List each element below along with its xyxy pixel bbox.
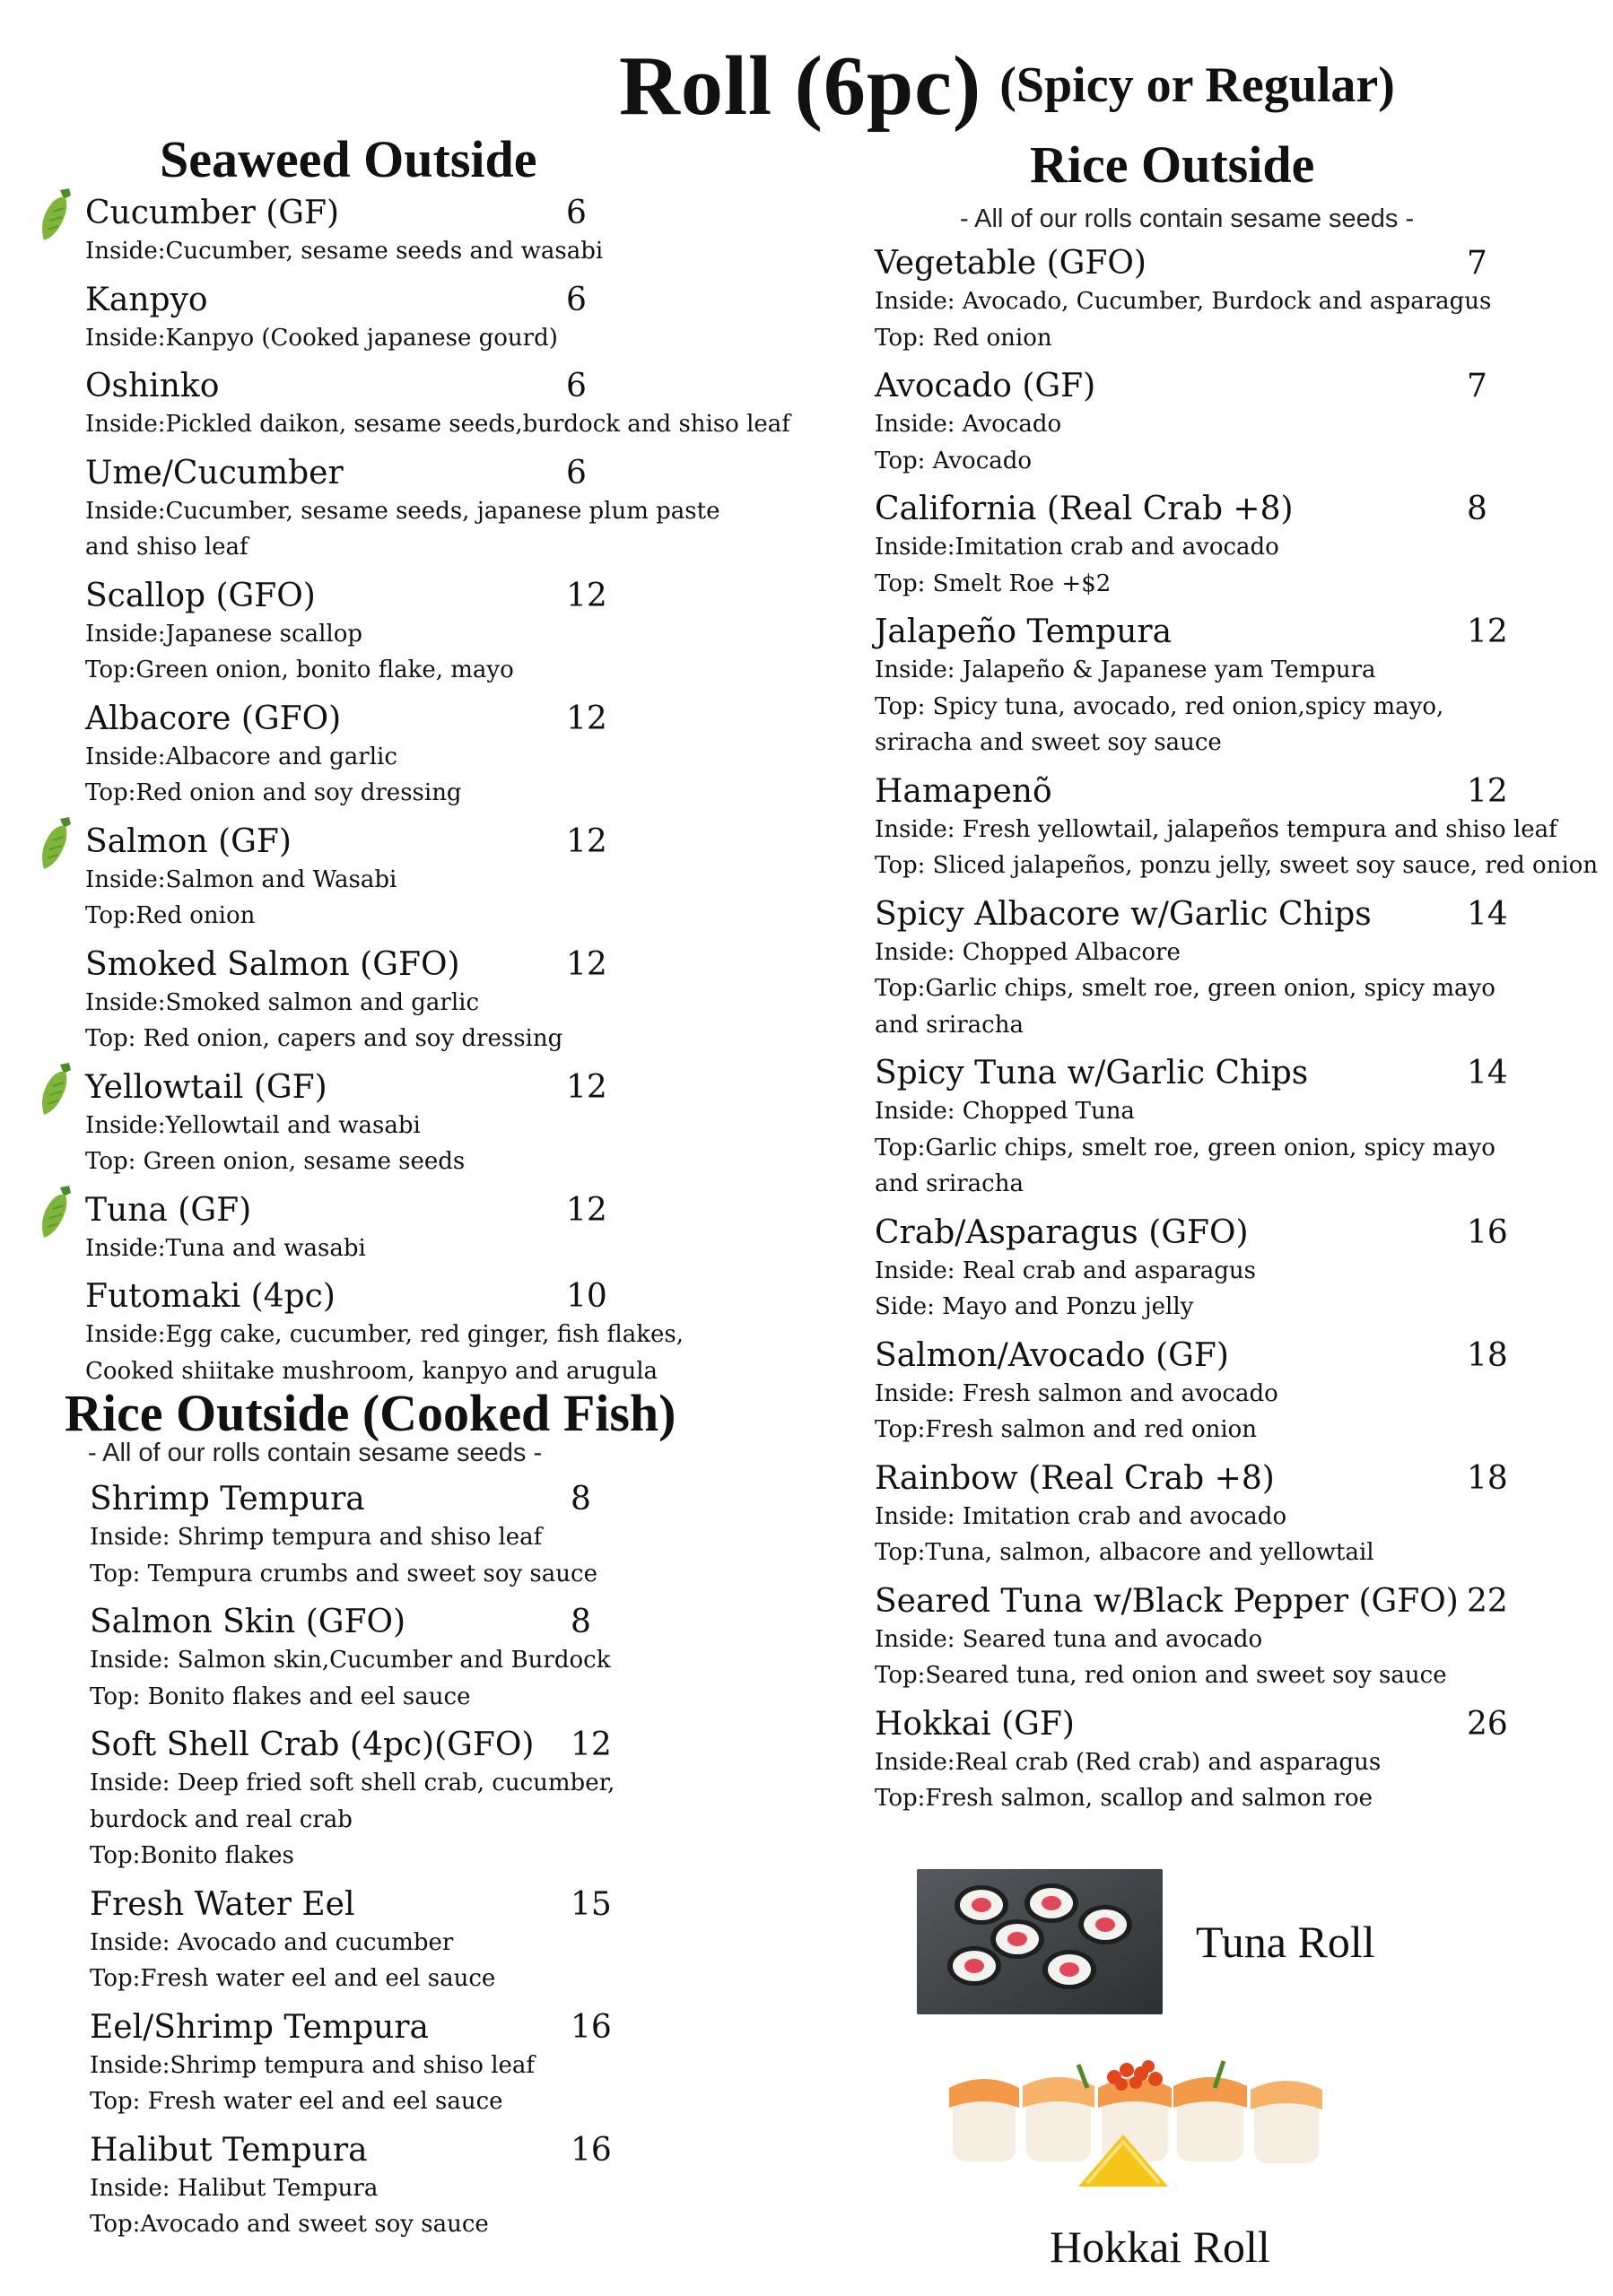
- menu-item-name: Halibut Tempura: [90, 2131, 368, 2169]
- page-title: [619, 38, 1395, 135]
- page-title-sub: (Spicy or Regular): [999, 57, 1395, 113]
- menu-item-header: [875, 367, 1592, 406]
- menu-item-description: Inside:Salmon and Wasabi: [85, 865, 397, 893]
- menu-item-price: 16: [571, 2131, 612, 2169]
- menu-item-price: 8: [571, 1604, 591, 1640]
- menu-item-name: Spicy Tuna w/Garlic Chips: [875, 1055, 1309, 1091]
- menu-item-header: [85, 454, 821, 493]
- menu-item-description: Top:Red onion and soy dressing: [85, 779, 462, 806]
- menu-item-header: [85, 945, 821, 985]
- menu-item-description: Top:Fresh salmon and red onion: [875, 1416, 1258, 1443]
- menu-item-name: Scallop (GFO): [85, 577, 316, 614]
- menu-item-price: 14: [1467, 1055, 1508, 1091]
- wasabi-icon: [33, 187, 74, 244]
- menu-item-description: Inside:Cucumber, sesame seeds and wasabi: [85, 238, 604, 265]
- menu-item-header: [90, 1726, 825, 1765]
- menu-item-price: 14: [1467, 895, 1508, 933]
- menu-item: [90, 1885, 825, 1997]
- menu-item-name: Ume/Cucumber: [85, 454, 344, 491]
- menu-item-description: Inside:Yellowtail and wasabi: [85, 1111, 421, 1139]
- menu-item-description: Inside: Fresh yellowtail, jalapeños tempura and shiso leaf: [875, 815, 1557, 843]
- menu-item-description: Cooked shiitake mushroom, kanpyo and arugula: [85, 1357, 658, 1385]
- menu-item-header: [875, 244, 1592, 283]
- menu-item-header: [90, 2008, 825, 2048]
- menu-item-description: Inside:Real crab (Red crab) and asparagus: [875, 1748, 1382, 1776]
- menu-item-description: Inside:Imitation crab and avocado: [875, 534, 1279, 561]
- menu-item: [85, 1068, 821, 1180]
- menu-item-price: 7: [1467, 368, 1487, 404]
- menu-item-description: Top: Red onion: [875, 324, 1052, 352]
- menu-item-header: [85, 1191, 821, 1231]
- wasabi-icon: [33, 1184, 74, 1241]
- menu-item-description: Inside:Egg cake, cucumber, red ginger, fish flakes,: [85, 1321, 684, 1348]
- hokkai-roll-pieces: [949, 2060, 1322, 2187]
- menu-item-description: burdock and real crab: [90, 1805, 353, 1833]
- rice-list: [875, 244, 1599, 1828]
- menu-item-description: and shiso leaf: [85, 534, 248, 561]
- menu-item-description: Inside: Imitation crab and avocado: [875, 1502, 1287, 1530]
- menu-item: [85, 577, 821, 689]
- menu-item-name: Cucumber (GF): [85, 195, 340, 231]
- menu-item-name: Crab/Asparagus (GFO): [875, 1213, 1249, 1251]
- menu-item-name: Kanpyo: [85, 281, 208, 318]
- menu-item-description: Top: Sliced jalapeños, ponzu jelly, sweet soy sauce, red onion: [875, 852, 1599, 879]
- menu-item-description: Inside: Avocado and cucumber: [90, 1928, 454, 1956]
- menu-item-price: 12: [566, 577, 607, 614]
- section-note-cooked: - All of our rolls contain sesame seeds -: [88, 1439, 543, 1467]
- menu-item-description: Inside: Avocado: [875, 411, 1062, 438]
- page-title-main: Roll (6pc): [619, 39, 982, 133]
- menu-item: [90, 1480, 825, 1592]
- menu-item-header: [875, 772, 1592, 812]
- menu-item-description: Top: Bonito flakes and eel sauce: [90, 1683, 471, 1710]
- menu-item: [85, 1191, 821, 1267]
- menu-item-header: [85, 577, 821, 616]
- menu-item-description: Top:Fresh water eel and eel sauce: [90, 1965, 496, 1992]
- menu-item: [875, 490, 1592, 602]
- menu-item-description: Top:Bonito flakes: [90, 1842, 294, 1869]
- menu-item-description: and sriracha: [875, 1170, 1024, 1197]
- menu-item: [875, 1336, 1592, 1448]
- menu-item-description: Inside:Smoked salmon and garlic: [85, 988, 480, 1016]
- menu-item-header: [875, 490, 1592, 529]
- menu-item-description: Inside: Chopped Tuna: [875, 1098, 1135, 1125]
- menu-item-name: Soft Shell Crab (4pc)(GFO): [90, 1726, 535, 1763]
- menu-item-description: Top: Smelt Roe +$2: [875, 570, 1112, 597]
- menu-item-price: 12: [1467, 613, 1508, 650]
- menu-item-description: Top:Garlic chips, smelt roe, green onion, spicy mayo: [875, 975, 1495, 1002]
- menu-item-name: Albacore (GFO): [85, 700, 342, 737]
- menu-item-name: Oshinko: [85, 368, 220, 404]
- menu-item-description: Top:Green onion, bonito flake, mayo: [85, 657, 514, 683]
- menu-item-price: 6: [566, 368, 587, 404]
- menu-item: [90, 1726, 825, 1874]
- menu-item: [875, 367, 1592, 479]
- menu-item-name: Avocado (GF): [875, 368, 1096, 404]
- menu-item-price: 26: [1467, 1705, 1508, 1743]
- menu-item-name: Fresh Water Eel: [90, 1885, 355, 1923]
- menu-item-name: Hamapenõ: [875, 772, 1052, 810]
- menu-item: [90, 2131, 825, 2243]
- menu-item-description: Inside:Albacore and garlic: [85, 743, 397, 770]
- menu-item-header: [90, 1885, 825, 1925]
- menu-item-description: Inside: Shrimp tempura and shiso leaf: [90, 1524, 543, 1551]
- menu-item-price: 12: [566, 700, 607, 737]
- menu-item-header: [90, 1480, 825, 1519]
- menu-item: [875, 244, 1592, 356]
- menu-item-name: Shrimp Tempura: [90, 1481, 365, 1518]
- menu-item-name: Salmon Skin (GFO): [90, 1604, 406, 1640]
- menu-item: [875, 1054, 1592, 1203]
- menu-item-description: and sriracha: [875, 1011, 1024, 1039]
- section-title-rice: Rice Outside: [1030, 135, 1315, 194]
- menu-item-price: 6: [566, 281, 587, 318]
- menu-item: [85, 281, 821, 357]
- menu-item-header: [85, 1277, 821, 1317]
- menu-item: [85, 367, 821, 443]
- menu-item-description: Top:Garlic chips, smelt roe, green onion, spicy mayo: [875, 1134, 1495, 1161]
- menu-item-name: Vegetable (GFO): [875, 245, 1147, 282]
- menu-item-description: Inside: Avocado, Cucumber, Burdock and asparagus: [875, 288, 1492, 315]
- menu-item-name: Futomaki (4pc): [85, 1278, 336, 1315]
- menu-item-price: 12: [1467, 772, 1508, 810]
- menu-item-price: 16: [571, 2008, 612, 2046]
- menu-item-description: Top: Green onion, sesame seeds: [85, 1148, 466, 1175]
- section-title-seaweed: Seaweed Outside: [160, 130, 537, 188]
- menu-item-price: 22: [1467, 1582, 1508, 1620]
- menu-item-name: California (Real Crab +8): [875, 491, 1294, 527]
- menu-item-description: Top: Spicy tuna, avocado, red onion,spicy mayo,: [875, 692, 1444, 720]
- menu-item-description: Inside: Real crab and asparagus: [875, 1257, 1256, 1284]
- menu-item-header: [875, 1459, 1592, 1499]
- menu-item-description: Top:Tuna, salmon, albacore and yellowtail: [875, 1539, 1374, 1566]
- menu-item-description: Top: Avocado: [875, 447, 1033, 474]
- menu-item-name: Eel/Shrimp Tempura: [90, 2008, 429, 2046]
- menu-item-header: [85, 281, 821, 320]
- menu-item: [85, 945, 821, 1057]
- menu-item-description: Top: Red onion, capers and soy dressing: [85, 1025, 563, 1052]
- menu-item-header: [875, 1582, 1592, 1622]
- menu-item: [85, 700, 821, 812]
- menu-item-header: [875, 613, 1592, 652]
- menu-item-header: [85, 194, 821, 233]
- menu-item: [85, 822, 821, 935]
- menu-item-description: Inside: Fresh salmon and avocado: [875, 1379, 1278, 1407]
- menu-item-header: [875, 1213, 1592, 1253]
- menu-item-name: Smoked Salmon (GFO): [85, 945, 460, 983]
- hokkai-roll-photo: [944, 2052, 1374, 2187]
- menu-item-header: [90, 2131, 825, 2170]
- menu-item-price: 7: [1467, 245, 1487, 282]
- menu-item-header: [85, 822, 821, 862]
- menu-item-price: 6: [566, 195, 587, 231]
- menu-item-price: 10: [566, 1278, 607, 1315]
- tuna-roll-photo: [917, 1869, 1163, 2014]
- menu-item-header: [85, 367, 821, 406]
- menu-item-description: Top: Fresh water eel and eel sauce: [90, 2088, 503, 2115]
- menu-item: [85, 194, 821, 270]
- menu-item-header: [85, 700, 821, 739]
- menu-item-description: Inside:Tuna and wasabi: [85, 1234, 366, 1262]
- menu-item: [875, 1705, 1592, 1817]
- menu-item-header: [85, 1068, 821, 1108]
- menu-item: [875, 895, 1592, 1044]
- menu-item-name: Tuna (GF): [85, 1191, 252, 1229]
- menu-item-price: 12: [566, 822, 607, 860]
- menu-item-description: Inside:Kanpyo (Cooked japanese gourd): [85, 324, 558, 352]
- menu-item-name: Salmon/Avocado (GF): [875, 1336, 1229, 1374]
- menu-item-price: 16: [1467, 1213, 1508, 1251]
- menu-item-price: 12: [566, 945, 607, 983]
- menu-item-price: 12: [566, 1191, 607, 1229]
- menu-item-description: Inside: Salmon skin,Cucumber and Burdock: [90, 1647, 611, 1674]
- menu-item: [90, 2008, 825, 2120]
- menu-item-name: Rainbow (Real Crab +8): [875, 1459, 1275, 1497]
- menu-item-description: Inside:Pickled daikon, sesame seeds,burdock and shiso leaf: [85, 411, 790, 438]
- menu-item-header: [875, 1336, 1592, 1376]
- menu-item-name: Jalapeño Tempura: [875, 613, 1173, 650]
- wasabi-icon: [33, 1061, 74, 1118]
- menu-item-description: Inside: Jalapeño & Japanese yam Tempura: [875, 657, 1376, 683]
- menu-item-name: Spicy Albacore w/Garlic Chips: [875, 895, 1372, 933]
- menu-item-description: Inside: Seared tuna and avocado: [875, 1625, 1263, 1653]
- menu-item-description: Top: Tempura crumbs and sweet soy sauce: [90, 1560, 597, 1587]
- menu-item-price: 12: [566, 1068, 607, 1106]
- menu-item-price: 12: [571, 1726, 612, 1763]
- menu-item-description: Top:Avocado and sweet soy sauce: [90, 2211, 489, 2238]
- menu-item: [875, 613, 1592, 761]
- menu-item-description: Inside: Halibut Tempura: [90, 2174, 379, 2202]
- menu-item-description: Side: Mayo and Ponzu jelly: [875, 1293, 1194, 1320]
- menu-item-description: Top:Fresh salmon, scallop and salmon roe: [875, 1785, 1373, 1812]
- menu-item-description: Top:Seared tuna, red onion and sweet soy sauce: [875, 1662, 1447, 1689]
- section-title-cooked: Rice Outside (Cooked Fish): [65, 1384, 676, 1442]
- menu-item-price: 6: [566, 454, 587, 491]
- menu-item-header: [875, 1054, 1592, 1093]
- menu-item-price: 18: [1467, 1336, 1508, 1374]
- menu-item-description: Inside:Shrimp tempura and shiso leaf: [90, 2051, 536, 2079]
- menu-item: [85, 454, 821, 566]
- menu-item-header: [875, 895, 1592, 935]
- menu-item-name: Seared Tuna w/Black Pepper (GFO): [875, 1582, 1459, 1620]
- menu-item-description: Inside:Cucumber, sesame seeds, japanese plum paste: [85, 497, 720, 525]
- menu-item-header: [875, 1705, 1592, 1744]
- menu-item: [85, 1277, 821, 1389]
- menu-item-description: Inside: Deep fried soft shell crab, cucumber,: [90, 1770, 615, 1796]
- menu-item-description: Inside:Japanese scallop: [85, 620, 362, 648]
- menu-item-description: Top:Red onion: [85, 902, 256, 929]
- menu-item-name: Yellowtail (GF): [85, 1068, 327, 1106]
- menu-item: [875, 1582, 1592, 1694]
- menu-item: [875, 772, 1599, 884]
- menu-item-price: 15: [571, 1885, 612, 1923]
- menu-item: [90, 1603, 825, 1715]
- cooked-list: [90, 1480, 825, 2254]
- menu-item: [875, 1213, 1592, 1326]
- menu-item-price: 8: [571, 1481, 591, 1518]
- section-note-rice: - All of our rolls contain sesame seeds -: [960, 204, 1415, 233]
- menu-item-name: Hokkai (GF): [875, 1705, 1075, 1743]
- wasabi-icon: [33, 815, 74, 873]
- menu-item-description: sriracha and sweet soy sauce: [875, 729, 1222, 756]
- menu-item-price: 8: [1467, 491, 1487, 527]
- seaweed-list: [85, 194, 821, 1400]
- tuna-roll-caption: Tuna Roll: [1196, 1917, 1375, 1967]
- hokkai-roll-caption: Hokkai Roll: [1050, 2222, 1270, 2272]
- menu-item: [875, 1459, 1592, 1571]
- menu-item-header: [90, 1603, 825, 1642]
- menu-item-description: Inside: Chopped Albacore: [875, 938, 1181, 966]
- menu-item-name: Salmon (GF): [85, 822, 292, 860]
- menu-item-price: 18: [1467, 1459, 1508, 1497]
